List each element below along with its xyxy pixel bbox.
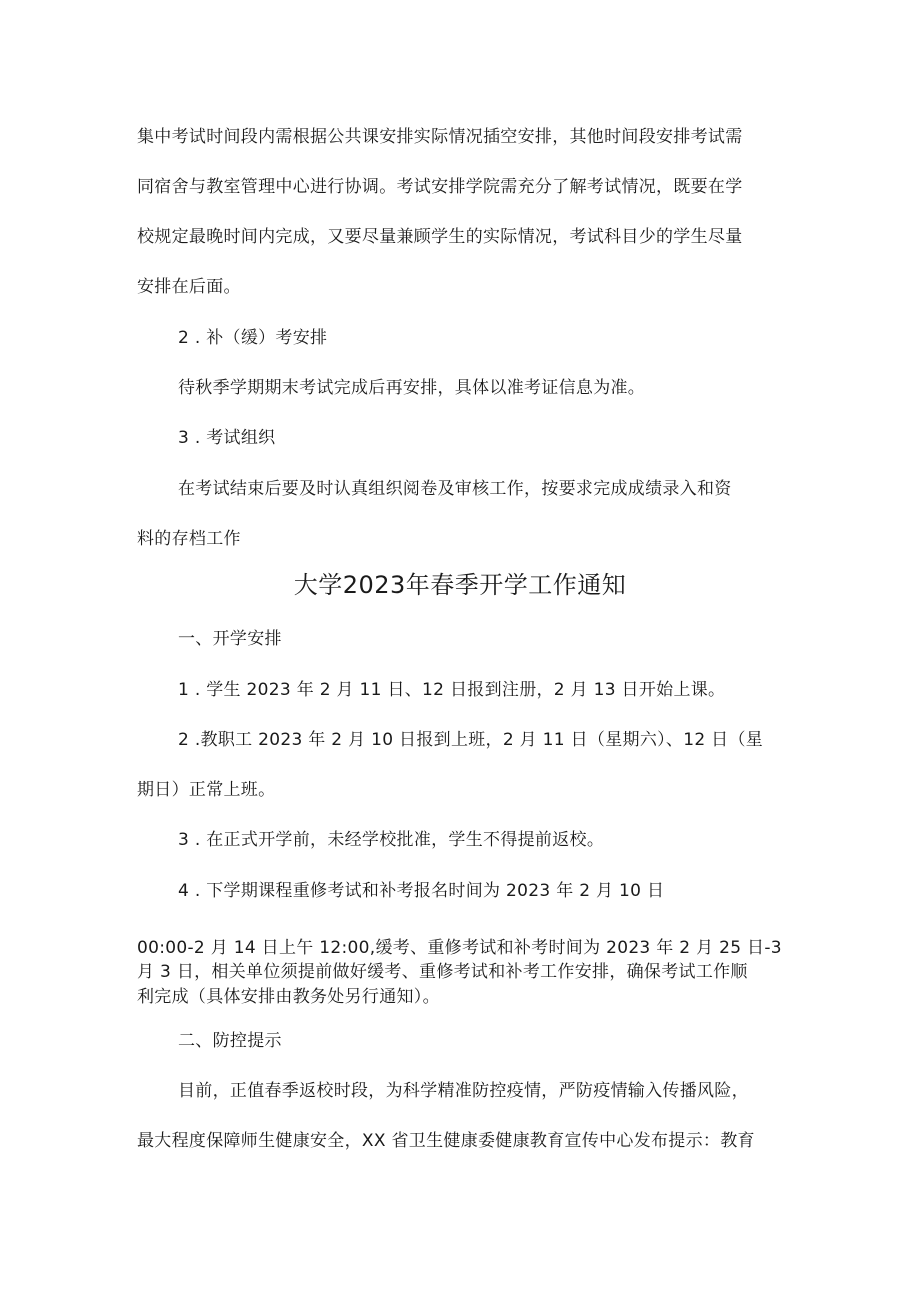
- item2-heading: 2 . 补（缓）考安排: [178, 328, 328, 348]
- continuation-line-2: 同宿舍与教室管理中心进行协调。考试安排学院需充分了解考试情况，既要在学: [137, 177, 743, 197]
- document-title: 大学2023年春季开学工作通知: [293, 571, 627, 599]
- section1-item1: 1 . 学生 2023 年 2 月 11 日、12 日报到注册，2 月 13 日开始上课。: [178, 680, 726, 700]
- section2-text-line2: 最大程度保障师生健康安全，XX 省卫生健康委健康教育宣传中心发布提示：教育: [137, 1131, 755, 1151]
- continuation-line-3: 校规定最晚时间内完成，又要尽量兼顾学生的实际情况，考试科目少的学生尽量: [137, 227, 743, 247]
- section1-item4-line1: 4 . 下学期课程重修考试和补考报名时间为 2023 年 2 月 10 日: [178, 881, 665, 901]
- section1-item2-line1: 2 .教职工 2023 年 2 月 10 日报到上班，2 月 11 日（星期六）、12 日（星: [178, 730, 764, 750]
- section1-heading: 一、开学安排: [178, 629, 282, 649]
- section1-item4-line3: 月 3 日，相关单位须提前做好缓考、重修考试和补考工作安排，确保考试工作顺: [137, 962, 748, 982]
- section1-item4-line2: 00:00-2 月 14 日上午 12:00,缓考、重修考试和补考时间为 2023 年 2 月 25 日-3: [137, 938, 782, 958]
- section1-item4-line4: 利完成（具体安排由教务处另行通知）。: [137, 987, 440, 1007]
- section2-heading: 二、防控提示: [178, 1031, 282, 1051]
- section1-item2-line2: 期日）正常上班。: [137, 780, 276, 800]
- item3-heading: 3 . 考试组织: [178, 428, 276, 448]
- item2-text: 待秋季学期期末考试完成后再安排，具体以准考证信息为准。: [178, 378, 646, 398]
- continuation-line-1: 集中考试时间段内需根据公共课安排实际情况插空安排，其他时间段安排考试需: [137, 127, 743, 147]
- continuation-line-4: 安排在后面。: [137, 277, 241, 297]
- section2-text-line1: 目前，正值春季返校时段，为科学精准防控疫情，严防疫情输入传播风险，: [178, 1081, 749, 1101]
- item3-text-line2: 料的存档工作: [137, 529, 241, 549]
- section1-item3: 3 . 在正式开学前，未经学校批准，学生不得提前返校。: [178, 830, 605, 850]
- item3-text-line1: 在考试结束后要及时认真组织阅卷及审核工作，按要求完成成绩录入和资: [178, 479, 732, 499]
